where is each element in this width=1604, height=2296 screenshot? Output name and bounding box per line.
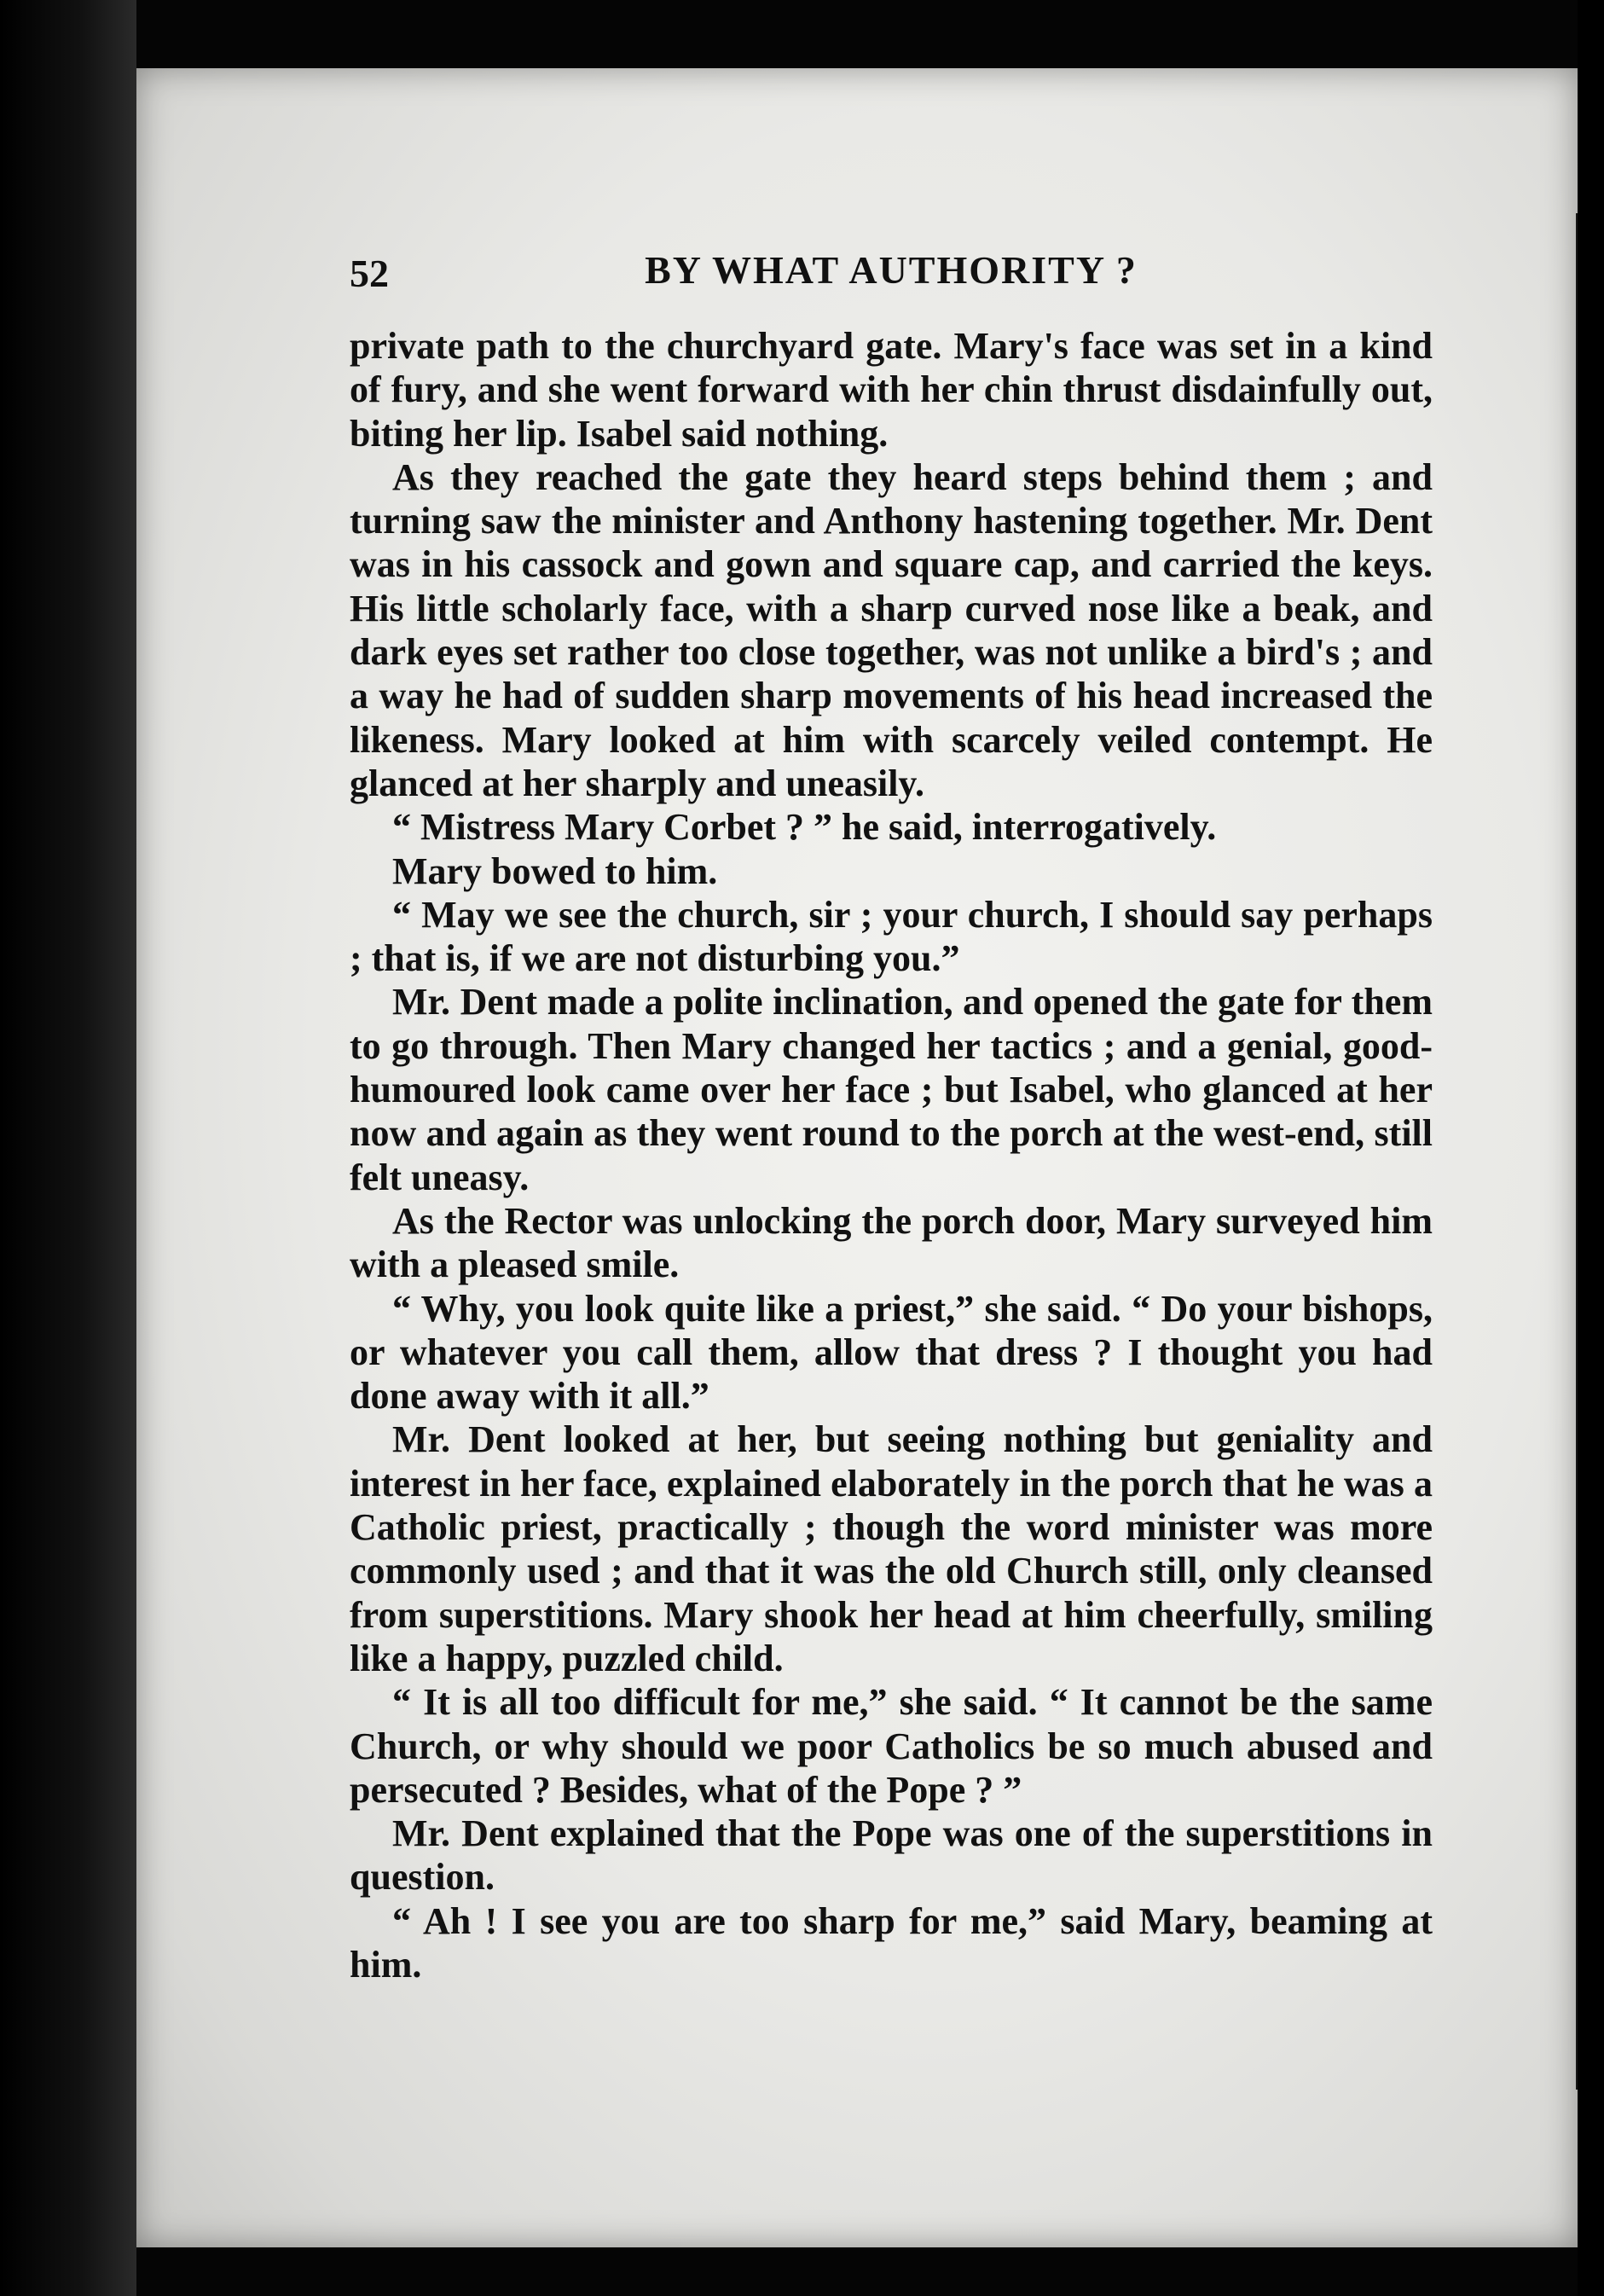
paragraph: “ Mistress Mary Corbet ? ” he said, interrogatively. bbox=[392, 806, 1217, 849]
page-header bbox=[350, 247, 1433, 324]
page-content bbox=[350, 247, 1433, 1986]
body-text bbox=[350, 324, 1433, 1986]
page-number: 52 bbox=[350, 252, 389, 295]
scan-left-edge bbox=[0, 0, 136, 2296]
paragraph: As they reached the gate they heard steps behind them ; and turning saw the minister and Anthony hastening together. Mr. Dent was in his cassock and gown and square cap, and carried the keys. His little scholarly face, with a sharp curved nose like a beak, and dark eyes set rather too close together, was not unlike a bird's ; and a way he had of sudden sharp movements of his head increased the likeness. Mary looked at him with scarcely veiled contempt. He glanced at her sharply and uneasily. bbox=[350, 455, 1433, 804]
paragraph: “ It is all too difficult for me,” she said. “ It cannot be the same Church, or why should we poor Catholics be so much abused and persecuted ? Besides, what of the Pope ? ” bbox=[350, 1681, 1433, 1811]
scan-right-edge bbox=[1578, 0, 1604, 2296]
running-title: BY WHAT AUTHORITY ? bbox=[645, 248, 1138, 292]
paragraph: “ May we see the church, sir ; your church, I should say perhaps ; that is, if we are not disturbing you.” bbox=[350, 893, 1433, 980]
paragraph: Mr. Dent looked at her, but seeing nothing but geniality and interest in her face, explained elaborately in the porch that he was a Catholic priest, practically ; though the word minister was more commonly used ; and that it was the old Church still, only cleansed from superstitions. Mary shook her head at him cheerfully, smiling like a happy, puzzled child. bbox=[350, 1418, 1433, 1679]
paragraph: Mr. Dent made a polite inclination, and opened the gate for them to go through. Then Mary changed her tactics ; and a genial, good-humoured look came over her face ; but Isabel, who glanced at her now and again as they went round to the porch at the west-end, still felt uneasy. bbox=[350, 981, 1433, 1198]
paragraph: private path to the churchyard gate. Mary's face was set in a kind of fury, and she went forward with her chin thrust disdainfully out, biting her lip. Isabel said nothing. bbox=[350, 325, 1433, 455]
paragraph: Mary bowed to him. bbox=[392, 849, 718, 892]
paragraph: “ Ah ! I see you are too sharp for me,” said Mary, beaming at him. bbox=[350, 1899, 1433, 1986]
paragraph: “ Why, you look quite like a priest,” she said. “ Do your bishops, or whatever you call them, allow that dress ? I thought you had done away with it all.” bbox=[350, 1287, 1433, 1418]
paragraph: As the Rector was unlocking the porch door, Mary surveyed him with a pleased smile. bbox=[350, 1199, 1433, 1286]
paragraph: Mr. Dent explained that the Pope was one of the superstitions in question. bbox=[350, 1812, 1433, 1899]
